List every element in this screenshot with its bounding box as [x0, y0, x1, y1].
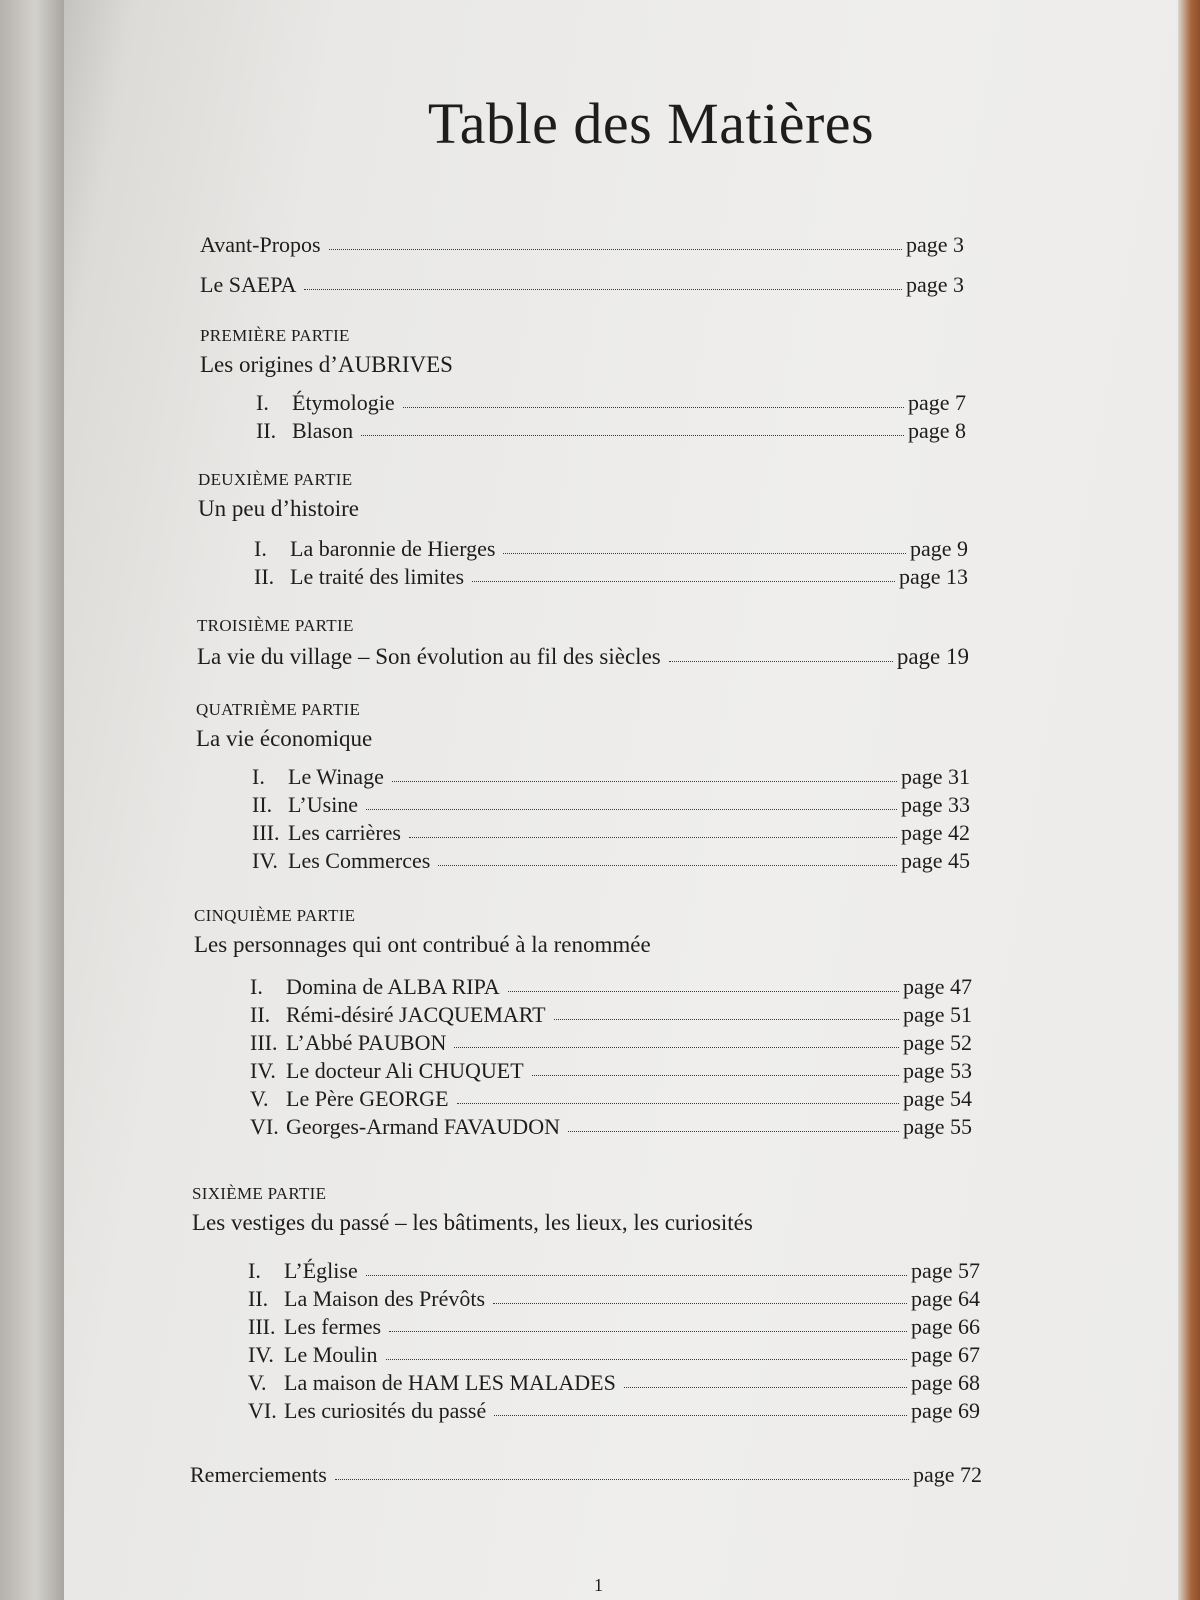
dot-leader [361, 434, 904, 436]
entry-text: Les carrières [288, 820, 401, 845]
entry-label [256, 390, 395, 416]
entry-page: page 7 [907, 390, 966, 415]
entry-label [254, 536, 495, 562]
entry-text: Le Winage [288, 764, 384, 789]
entry-text: Les curiosités du passé [284, 1398, 487, 1423]
dot-leader [669, 660, 893, 662]
entry-page: page 55 [902, 1114, 972, 1139]
entry-label [250, 1058, 524, 1084]
entry-number: I. [248, 1258, 261, 1283]
entry-page: page 64 [910, 1286, 980, 1311]
dot-leader [438, 864, 897, 866]
entry-page: page 13 [898, 564, 968, 589]
entry-text: Domina de ALBA RIPA [286, 974, 500, 999]
toc-entry [254, 536, 968, 562]
entry-page: page 45 [900, 848, 970, 873]
toc-entry [248, 1258, 980, 1284]
entry-number: I. [252, 764, 265, 789]
entry-page: page 33 [900, 792, 970, 817]
page-number: 1 [594, 1575, 603, 1595]
entry-text: Rémi-désiré JACQUEMART [286, 1002, 546, 1027]
entry-text: La maison de HAM LES MALADES [284, 1370, 616, 1395]
toc-entry [252, 764, 970, 790]
entry-number: IV. [252, 848, 278, 873]
dot-leader [335, 1478, 909, 1480]
dot-leader [409, 836, 897, 838]
dot-leader [472, 580, 895, 582]
toc-entry [200, 272, 964, 298]
entry-page: page 52 [902, 1030, 972, 1055]
part-title: La vie économique [196, 726, 373, 751]
dot-leader [366, 808, 897, 810]
entry-page: page 42 [900, 820, 970, 845]
entry-label [252, 820, 401, 846]
toc-entry [252, 820, 970, 846]
entry-text: Le traité des limites [290, 564, 465, 589]
dot-leader [392, 780, 897, 782]
entry-page: page 54 [902, 1086, 972, 1111]
entry-text: Étymologie [292, 390, 395, 415]
dot-leader [508, 990, 899, 992]
entry-number: III. [248, 1314, 276, 1339]
toc-entry [248, 1398, 980, 1424]
entry-number: II. [252, 792, 273, 817]
entry-page: page 47 [902, 974, 972, 999]
toc-entry [250, 1030, 972, 1056]
entry-number: I. [250, 974, 263, 999]
entry-label [250, 974, 500, 1000]
entry-text: Georges-Armand FAVAUDON [286, 1114, 560, 1139]
toc-entry [248, 1286, 980, 1312]
entry-text: Les Commerces [288, 848, 431, 873]
entry-text: L’Abbé PAUBON [286, 1030, 447, 1055]
entry-page: page 67 [910, 1342, 980, 1367]
dot-leader [532, 1074, 899, 1076]
toc-entry [250, 1114, 972, 1140]
entry-label [250, 1086, 449, 1112]
part-heading: CINQUIÈME PARTIE [194, 906, 356, 925]
entry-text: Le Moulin [284, 1342, 378, 1367]
toc-entry [256, 390, 966, 416]
entry-page: page 57 [910, 1258, 980, 1283]
dot-leader [457, 1102, 899, 1104]
entry-page: page 69 [910, 1398, 980, 1423]
part-heading: PREMIÈRE PARTIE [200, 326, 350, 345]
page-edge [1178, 0, 1200, 1600]
dot-leader [454, 1046, 899, 1048]
dot-leader [554, 1018, 899, 1020]
entry-label [248, 1314, 381, 1340]
dot-leader [494, 1414, 907, 1416]
toc-entry [248, 1314, 980, 1340]
toc-entry [248, 1370, 980, 1396]
entry-text: L’Église [284, 1258, 358, 1283]
entry-text: L’Usine [288, 792, 359, 817]
entry-number: IV. [248, 1342, 274, 1367]
entry-label [252, 764, 384, 790]
dot-leader [624, 1386, 907, 1388]
entry-number: II. [248, 1286, 269, 1311]
toc-entry [250, 1058, 972, 1084]
entry-page: page 72 [912, 1462, 982, 1487]
part-title: Un peu d’histoire [198, 496, 359, 521]
part-heading: SIXIÈME PARTIE [192, 1184, 327, 1203]
toc-entry [250, 1002, 972, 1028]
entry-number: II. [250, 1002, 271, 1027]
entry-label [248, 1286, 485, 1312]
entry-label [252, 792, 358, 818]
entry-text: Les fermes [284, 1314, 382, 1339]
entry-label [250, 1030, 446, 1056]
entry-label [254, 564, 464, 590]
dot-leader [568, 1130, 899, 1132]
toc-entry [254, 564, 968, 590]
entry-page: page 19 [896, 644, 969, 669]
entry-number: V. [250, 1086, 269, 1111]
toc-entry [197, 644, 969, 670]
entry-number: III. [250, 1030, 278, 1055]
dot-leader [493, 1302, 907, 1304]
part-title: Les vestiges du passé – les bâtiments, les lieux, les curiosités [192, 1210, 753, 1235]
entry-text: Blason [292, 418, 354, 443]
entry-number: IV. [250, 1058, 276, 1083]
entry-label [248, 1258, 358, 1284]
entry-number: VI. [250, 1114, 279, 1139]
toc-entry [190, 1462, 982, 1488]
document-page [64, 0, 1178, 1600]
toc-entry [252, 792, 970, 818]
part-title: Les personnages qui ont contribué à la renommée [194, 932, 651, 957]
entry-number: VI. [248, 1398, 277, 1423]
entry-number: V. [248, 1370, 267, 1395]
entry-label: La vie du village – Son évolution au fil des siècles [197, 644, 661, 669]
entry-label: Remerciements [190, 1462, 327, 1487]
toc-entry [252, 848, 970, 874]
toc-entry [200, 232, 964, 258]
dot-leader [389, 1330, 907, 1332]
entry-text: La Maison des Prévôts [284, 1286, 486, 1311]
entry-label [248, 1370, 616, 1396]
entry-page: page 53 [902, 1058, 972, 1083]
dot-leader [366, 1274, 907, 1276]
toc-entry [250, 1086, 972, 1112]
entry-page: page 68 [910, 1370, 980, 1395]
part-title: Les origines d’AUBRIVES [200, 352, 453, 377]
part-heading: TROISIÈME PARTIE [197, 616, 354, 635]
entry-page: page 3 [905, 272, 964, 297]
entry-text: La baronnie de Hierges [290, 536, 496, 561]
toc-entry [256, 418, 966, 444]
toc-entry [248, 1342, 980, 1368]
part-heading: DEUXIÈME PARTIE [198, 470, 353, 489]
toc-entry [250, 974, 972, 1000]
entry-label: Le SAEPA [200, 272, 297, 297]
dot-leader [403, 406, 904, 408]
book-spine [0, 0, 64, 1600]
entry-page: page 8 [907, 418, 966, 443]
entry-number: III. [252, 820, 280, 845]
dot-leader [503, 552, 906, 554]
entry-label [248, 1342, 378, 1368]
entry-number: II. [256, 418, 277, 443]
entry-number: I. [256, 390, 269, 415]
dot-leader [304, 288, 902, 290]
entry-label [250, 1002, 546, 1028]
entry-page: page 9 [909, 536, 968, 561]
dot-leader [386, 1358, 907, 1360]
entry-page: page 66 [910, 1314, 980, 1339]
entry-label [250, 1114, 560, 1140]
entry-text: Le docteur Ali CHUQUET [286, 1058, 524, 1083]
entry-page: page 31 [900, 764, 970, 789]
dot-leader [329, 248, 902, 250]
part-heading: QUATRIÈME PARTIE [196, 700, 361, 719]
entry-number: I. [254, 536, 267, 561]
entry-page: page 51 [902, 1002, 972, 1027]
entry-page: page 3 [905, 232, 964, 257]
entry-label: Avant-Propos [200, 232, 321, 257]
entry-label [252, 848, 430, 874]
page-title: Table des Matières [427, 91, 875, 156]
entry-number: II. [254, 564, 275, 589]
entry-label [248, 1398, 486, 1424]
entry-label [256, 418, 353, 444]
entry-text: Le Père GEORGE [286, 1086, 449, 1111]
